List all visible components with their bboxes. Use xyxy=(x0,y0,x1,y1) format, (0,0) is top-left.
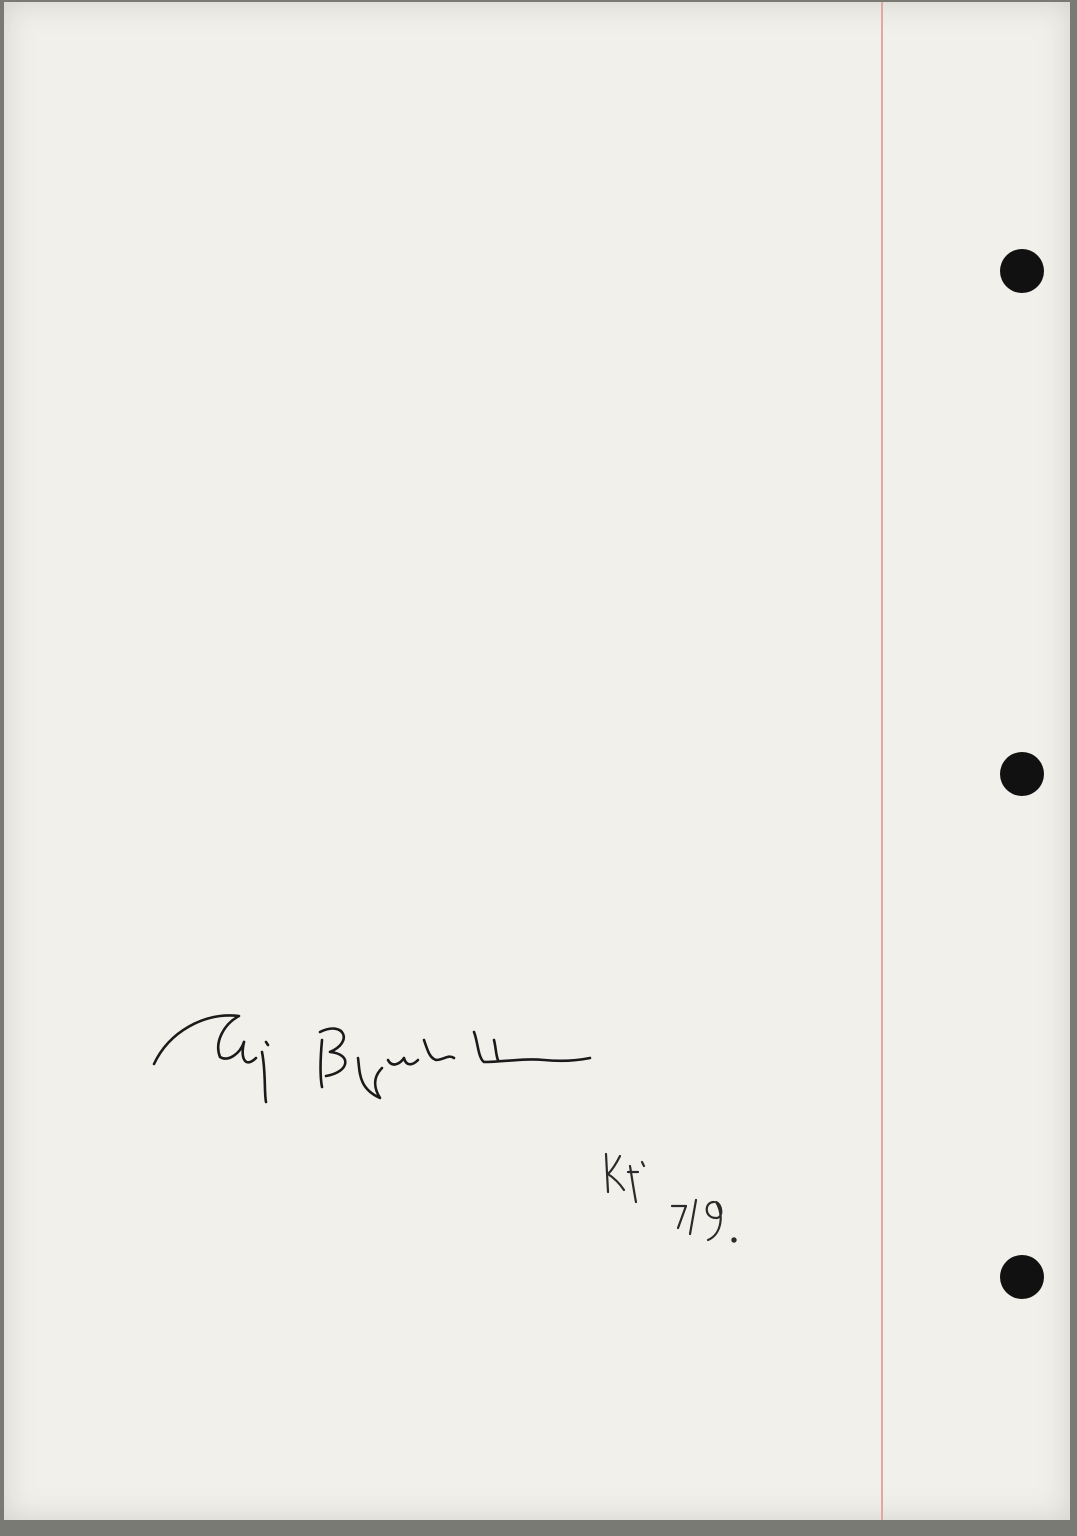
handwritten-signature xyxy=(144,1002,604,1112)
handwritten-note xyxy=(594,1142,754,1262)
punch-hole-middle xyxy=(1000,752,1044,796)
red-margin-line xyxy=(881,2,883,1520)
punch-hole-bottom xyxy=(1000,1255,1044,1299)
punch-hole-top xyxy=(1000,249,1044,293)
document-page xyxy=(4,2,1070,1520)
